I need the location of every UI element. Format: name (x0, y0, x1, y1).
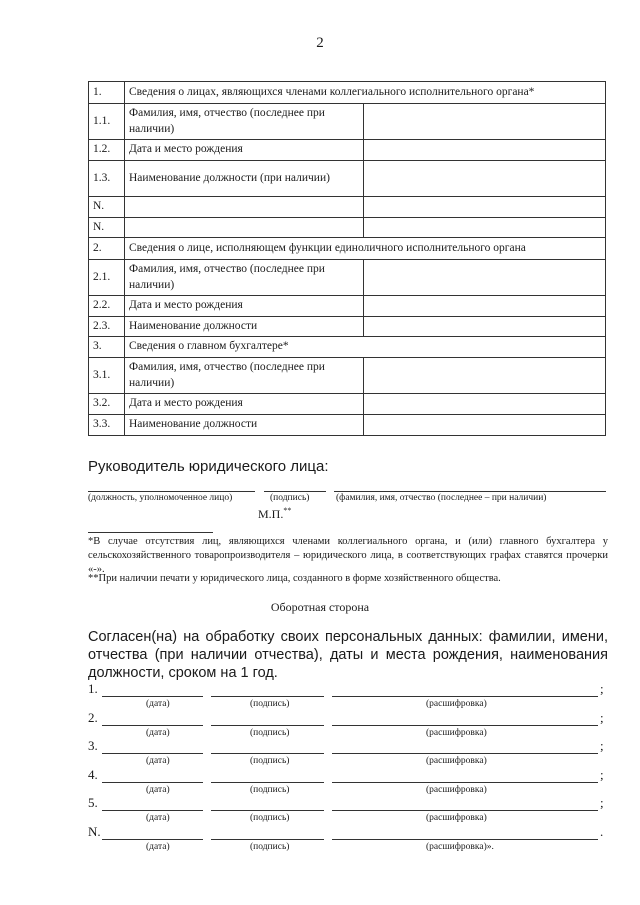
consent-text: Согласен(на) на обработку своих персональных данных: фамилии, имени, отчества (при наличии отчества), даты и места рождения, наименования должности, сроком на 1 год. (88, 629, 608, 682)
row-label: Дата и место рождения (125, 394, 364, 415)
row-label: Сведения о главном бухгалтере* (125, 337, 606, 358)
signature-caption: (подпись) (250, 699, 290, 709)
row-value-cell[interactable] (364, 296, 606, 317)
signature-caption: (подпись) (250, 728, 290, 738)
row-index: 4. (88, 767, 98, 782)
table-row (89, 238, 606, 260)
position-line (88, 491, 255, 492)
table-row (89, 260, 606, 296)
signature-line[interactable] (211, 753, 324, 754)
signature-line[interactable] (211, 696, 324, 697)
decode-caption: (расшифровка)». (426, 842, 494, 852)
signature-caption: (подпись) (250, 785, 290, 795)
signature-line[interactable] (211, 782, 324, 783)
table-row (89, 217, 606, 238)
row-index: 5. (88, 795, 98, 810)
signature-line[interactable] (211, 725, 324, 726)
row-label: Сведения о лице, исполняющем функции единоличного исполнительного органа (125, 238, 606, 260)
date-line[interactable] (102, 839, 203, 840)
row-index: 3. (88, 738, 98, 753)
row-value-cell[interactable] (364, 358, 606, 394)
row-number: 2.3. (89, 316, 125, 337)
date-line[interactable] (102, 753, 203, 754)
row-number: 3.2. (89, 394, 125, 415)
row-number: 1. (89, 82, 125, 104)
table-row (89, 415, 606, 436)
row-label: Наименование должности (при наличии) (125, 161, 364, 197)
decode-line[interactable] (332, 696, 598, 697)
signature-row (88, 824, 608, 854)
stamp-label: М.П. (258, 507, 284, 521)
page-number: 2 (316, 35, 324, 51)
row-value-cell[interactable] (364, 161, 606, 197)
signature-caption: (подпись) (270, 493, 310, 503)
table-row (89, 161, 606, 197)
row-label (125, 197, 364, 218)
footnote-2: **При наличии печати у юридического лица, созданного в форме хозяйственного общества. (88, 573, 501, 584)
row-number: N. (89, 197, 125, 218)
decode-caption: (расшифровка) (426, 756, 487, 766)
row-index: N. (88, 824, 101, 839)
signature-line[interactable] (211, 839, 324, 840)
date-caption: (дата) (146, 699, 170, 709)
date-line[interactable] (102, 810, 203, 811)
row-number: N. (89, 217, 125, 238)
row-label (125, 217, 364, 238)
decode-line[interactable] (332, 753, 598, 754)
table-row (89, 82, 606, 104)
row-terminator: ; (600, 738, 604, 753)
row-value-cell[interactable] (364, 260, 606, 296)
signature-row (88, 795, 608, 825)
row-terminator: ; (600, 767, 604, 782)
decode-caption: (расшифровка) (426, 813, 487, 823)
position-caption: (должность, уполномоченное лицо) (88, 493, 233, 503)
row-number: 1.3. (89, 161, 125, 197)
row-number: 3.3. (89, 415, 125, 436)
row-value-cell[interactable] (364, 140, 606, 161)
row-value-cell[interactable] (364, 217, 606, 238)
date-line[interactable] (102, 782, 203, 783)
row-terminator: ; (600, 681, 604, 696)
row-label: Наименование должности (125, 316, 364, 337)
signature-caption: (подпись) (250, 756, 290, 766)
name-caption: (фамилия, имя, отчество (последнее – при наличии) (336, 493, 547, 503)
signature-row (88, 738, 608, 768)
date-line[interactable] (102, 725, 203, 726)
row-number: 3.1. (89, 358, 125, 394)
row-number: 3. (89, 337, 125, 358)
signature-caption: (подпись) (250, 842, 290, 852)
signer-title: Руководитель юридического лица: (88, 458, 329, 475)
row-index: 1. (88, 681, 98, 696)
row-label: Фамилия, имя, отчество (последнее при наличии) (125, 104, 364, 140)
row-value-cell[interactable] (364, 316, 606, 337)
decode-caption: (расшифровка) (426, 699, 487, 709)
table-row (89, 104, 606, 140)
row-number: 2.1. (89, 260, 125, 296)
signature-row (88, 681, 608, 711)
row-value-cell[interactable] (364, 104, 606, 140)
row-label: Дата и место рождения (125, 296, 364, 317)
row-number: 2.2. (89, 296, 125, 317)
signature-row (88, 710, 608, 740)
signature-line (264, 491, 326, 492)
decode-line[interactable] (332, 725, 598, 726)
signature-row (88, 767, 608, 797)
row-terminator: . (600, 824, 604, 839)
footnote-rule (88, 532, 213, 533)
name-line (334, 491, 606, 492)
row-number: 1.2. (89, 140, 125, 161)
signature-line[interactable] (211, 810, 324, 811)
table-row (89, 337, 606, 358)
row-label: Наименование должности (125, 415, 364, 436)
decode-line[interactable] (332, 839, 598, 840)
row-number: 1.1. (89, 104, 125, 140)
row-label: Сведения о лицах, являющихся членами коллегиального исполнительного органа* (125, 82, 606, 104)
row-terminator: ; (600, 710, 604, 725)
table-row (89, 197, 606, 218)
decode-line[interactable] (332, 810, 598, 811)
date-caption: (дата) (146, 785, 170, 795)
row-label: Фамилия, имя, отчество (последнее при наличии) (125, 260, 364, 296)
row-label: Дата и место рождения (125, 140, 364, 161)
date-caption: (дата) (146, 842, 170, 852)
row-value-cell[interactable] (364, 415, 606, 436)
table-row (89, 316, 606, 337)
table-row (89, 394, 606, 415)
row-value-cell[interactable] (364, 197, 606, 218)
row-terminator: ; (600, 795, 604, 810)
table-row (89, 358, 606, 394)
row-label: Фамилия, имя, отчество (последнее при наличии) (125, 358, 364, 394)
stamp-place (258, 506, 291, 522)
stamp-footnote-mark: ** (283, 506, 292, 515)
date-line[interactable] (102, 696, 203, 697)
table-row (89, 140, 606, 161)
info-table (88, 81, 606, 436)
row-index: 2. (88, 710, 98, 725)
row-value-cell[interactable] (364, 394, 606, 415)
decode-line[interactable] (332, 782, 598, 783)
reverse-side-title: Оборотная сторона (270, 600, 370, 614)
row-number: 2. (89, 238, 125, 260)
date-caption: (дата) (146, 756, 170, 766)
decode-caption: (расшифровка) (426, 728, 487, 738)
table-row (89, 296, 606, 317)
footnote-1: *В случае отсутствия лиц, являющихся членами коллегиального органа, и (или) главного бухгалтера у сельскохозяйственного товаропроизводителя – юридического лица, в соответствующих графах ставятся прочерки «-». (88, 536, 608, 576)
signature-caption: (подпись) (250, 813, 290, 823)
date-caption: (дата) (146, 728, 170, 738)
decode-caption: (расшифровка) (426, 785, 487, 795)
date-caption: (дата) (146, 813, 170, 823)
